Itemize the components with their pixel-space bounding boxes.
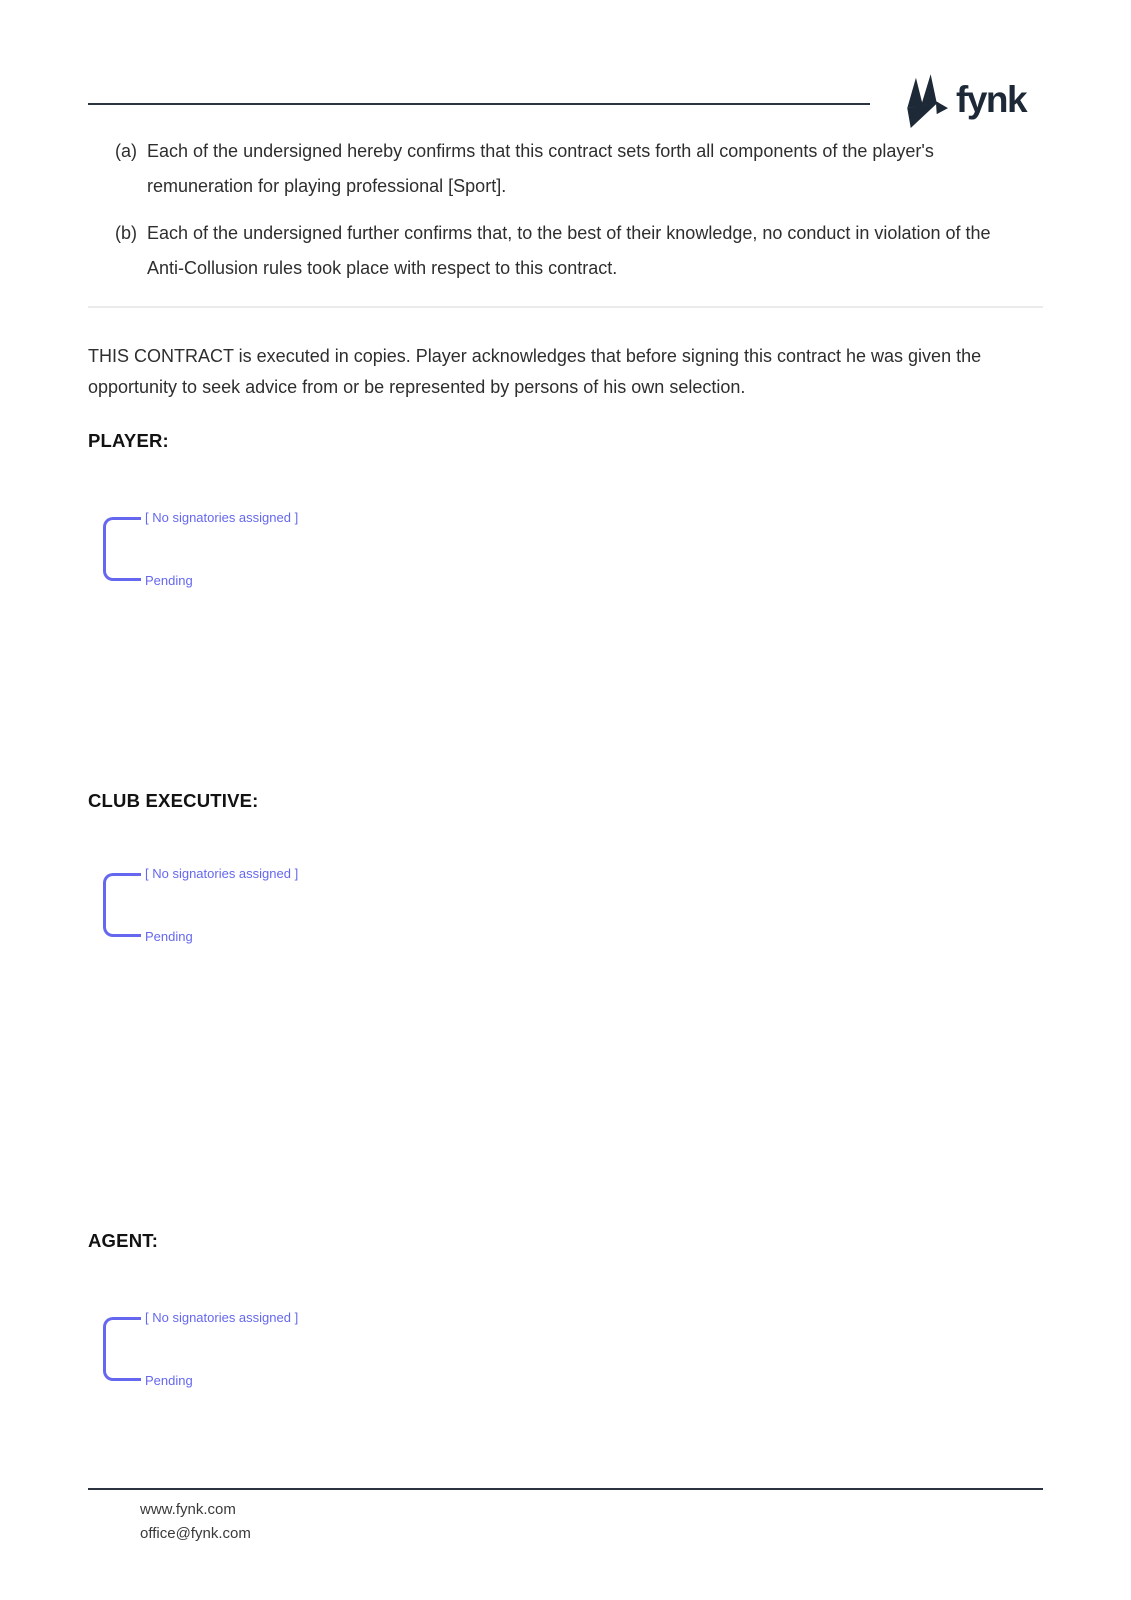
signature-bracket-icon: [103, 1317, 141, 1381]
clause-b: [115, 216, 1015, 286]
signatory-placeholder: [ No signatories assigned ]: [145, 866, 299, 881]
clause-b-marker: (b): [115, 223, 137, 243]
signature-block-agent: [103, 1310, 423, 1402]
heading-agent: AGENT:: [88, 1230, 159, 1251]
signature-bracket-icon: [103, 873, 141, 937]
heading-club-executive: CLUB EXECUTIVE:: [88, 790, 259, 811]
signature-block-player: [103, 510, 423, 602]
footer-rule: [88, 1488, 1043, 1490]
fynk-bird-icon: [896, 74, 948, 130]
footer-email-link: office@fynk.com: [140, 1525, 251, 1542]
signatory-placeholder: [ No signatories assigned ]: [145, 1310, 299, 1325]
clause-b-text: Each of the undersigned further confirms that, to the best of their knowledge, no conduct in violation of the Anti-Collusion rules took place with respect to this contract.: [147, 223, 991, 278]
execution-paragraph: THIS CONTRACT is executed in copies. Player acknowledges that before signing this contract he was given the opportunity to seek advice from or be represented by persons of his own selection.: [88, 346, 982, 397]
clause-a: [115, 134, 1015, 204]
fynk-logo: [896, 74, 1026, 130]
signature-bracket-icon: [103, 517, 141, 581]
footer-website-link: www.fynk.com: [140, 1501, 236, 1518]
clause-a-marker: (a): [115, 141, 137, 161]
signatory-placeholder: [ No signatories assigned ]: [145, 510, 299, 525]
section-divider: [88, 306, 1043, 308]
brand-wordmark: fynk: [956, 78, 1027, 120]
signature-status: Pending: [145, 573, 193, 588]
signature-block-club-executive: [103, 866, 423, 958]
signature-status: Pending: [145, 929, 193, 944]
heading-player: PLAYER:: [88, 430, 169, 451]
header-rule: [88, 103, 870, 105]
signature-status: Pending: [145, 1373, 193, 1388]
clause-a-text: Each of the undersigned hereby confirms that this contract sets forth all components of the player's remuneration for playing professional [Sport].: [147, 141, 934, 196]
